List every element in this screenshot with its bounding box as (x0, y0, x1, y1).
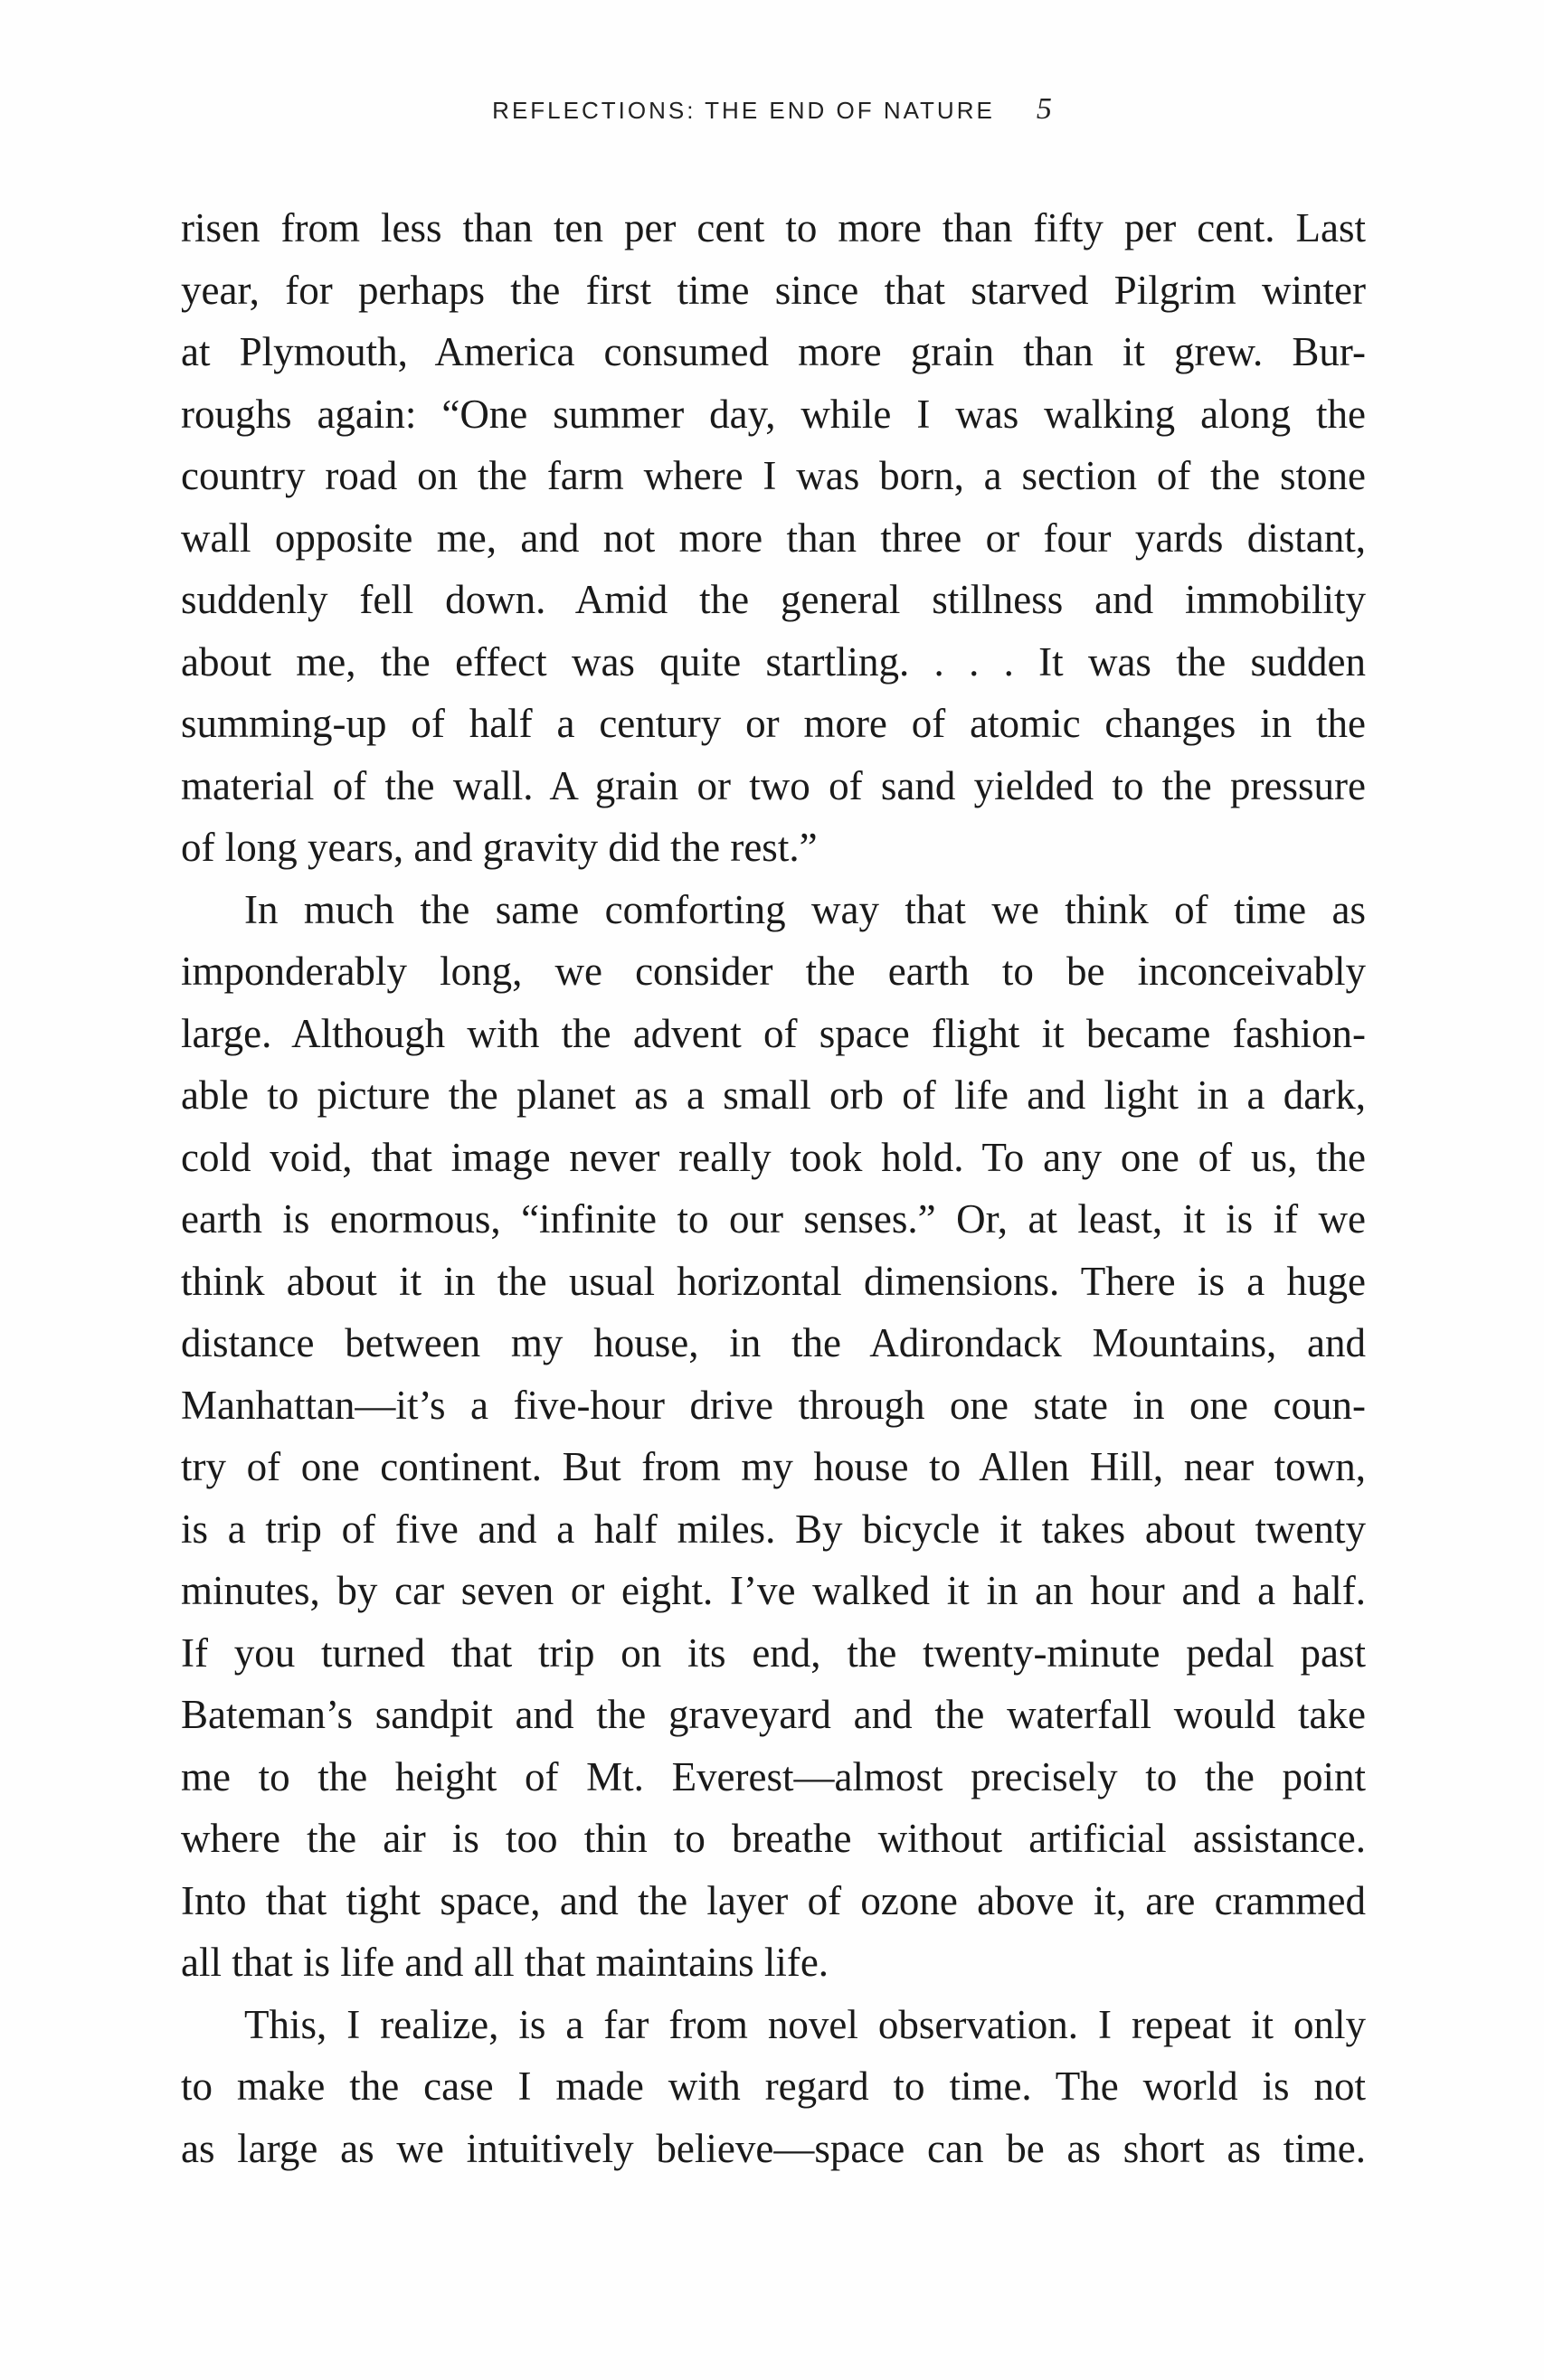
text-line: Manhattan—it’s a five-hour drive through one state in one coun- (181, 1382, 1366, 1428)
text-line: at Plymouth, America consumed more grain than it grew. Bur- (181, 329, 1366, 374)
text-line: If you turned that trip on its end, the twenty-minute pedal past (181, 1629, 1366, 1676)
text-line: material of the wall. A grain or two of sand yielded to the pressure (181, 762, 1366, 808)
text-line: suddenly fell down. Amid the general stillness and immobility (181, 577, 1366, 622)
text-line: year, for perhaps the first time since that starved Pilgrim winter (181, 267, 1366, 313)
text-line: cold void, that image never really took hold. To any one of us, the (181, 1134, 1366, 1180)
text-line: country road on the farm where I was born, a section of the stone (181, 453, 1366, 498)
text-line: is a trip of five and a half miles. By bicycle it takes about twenty (181, 1506, 1366, 1552)
text-line: about me, the effect was quite startling. . . . It was the sudden (181, 638, 1366, 685)
text-line: able to picture the planet as a small orb of life and light in a dark, (181, 1072, 1366, 1118)
paragraph-3 (181, 1994, 1366, 2180)
text-line: minutes, by car seven or eight. I’ve walked it in an hour and a half. (181, 1568, 1366, 1613)
page-number: 5 (1036, 92, 1052, 126)
text-line: Bateman’s sandpit and the graveyard and the waterfall would take (181, 1692, 1366, 1737)
body-text (181, 197, 1366, 2179)
text-line: try of one continent. But from my house to Allen Hill, near town, (181, 1444, 1366, 1489)
paragraph-2 (181, 879, 1366, 1994)
text-line: earth is enormous, “infinite to our senses.” Or, at least, it is if we (181, 1196, 1366, 1242)
text-line: roughs again: “One summer day, while I was walking along the (181, 391, 1366, 437)
text-line: Into that tight space, and the layer of ozone above it, are crammed (181, 1877, 1366, 1923)
text-line: me to the height of Mt. Everest—almost precisely to the point (181, 1753, 1366, 1799)
paragraph-1 (181, 197, 1366, 879)
text-line: think about it in the usual horizontal dimensions. There is a huge (181, 1258, 1366, 1304)
running-head (0, 92, 1544, 127)
text-line: of long years, and gravity did the rest.” (181, 825, 818, 870)
text-line: distance between my house, in the Adirondack Mountains, and (181, 1320, 1366, 1365)
text-line: large. Although with the advent of space flight it became fashion- (181, 1010, 1366, 1056)
text-line: as large as we intuitively believe—space can be as short as time. (181, 2125, 1366, 2171)
text-line: summing-up of half a century or more of atomic changes in the (181, 701, 1366, 746)
text-line: risen from less than ten per cent to more than fifty per cent. Last (181, 205, 1366, 250)
text-line: wall opposite me, and not more than three or four yards distant, (181, 515, 1366, 561)
text-line: where the air is too thin to breathe without artificial assistance. (181, 1816, 1366, 1861)
text-line: all that is life and all that maintains life. (181, 1940, 829, 1985)
text-line: This, I realize, is a far from novel observation. I repeat it only (244, 2001, 1366, 2047)
running-title: REFLECTIONS: THE END OF NATURE (492, 97, 995, 124)
text-line: to make the case I made with regard to time. The world is not (181, 2064, 1366, 2109)
text-line: imponderably long, we consider the earth to be inconceivably (181, 949, 1366, 994)
text-line: In much the same comforting way that we think of time as (244, 886, 1366, 932)
